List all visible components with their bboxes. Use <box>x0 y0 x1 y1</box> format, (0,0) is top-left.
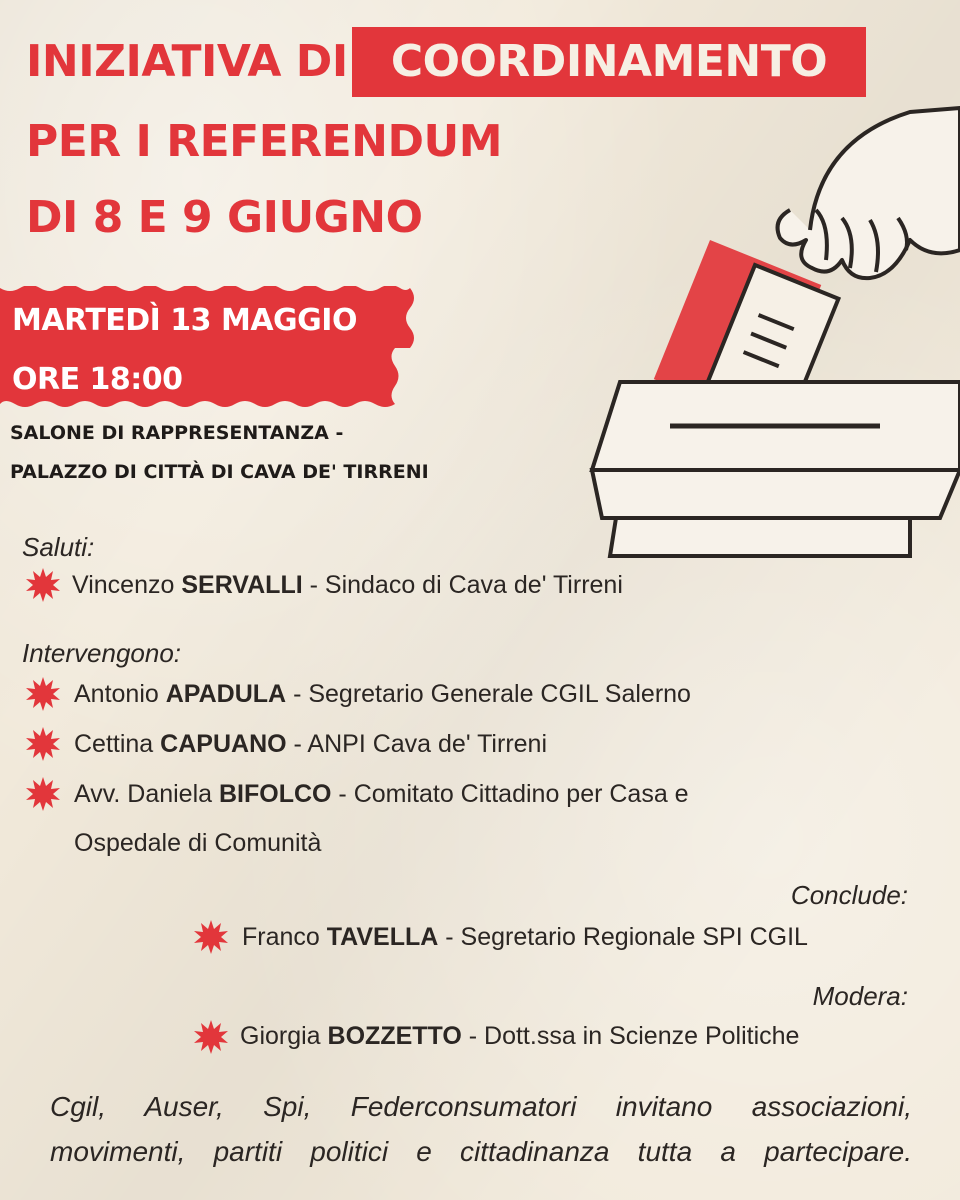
speaker-row <box>72 573 623 598</box>
speaker-first-name: Cettina <box>74 730 161 758</box>
section-intervengono-label: Intervengono: <box>22 638 182 668</box>
red-splat-star-icon <box>194 1020 228 1054</box>
footer-line-2: movimenti, partiti politici e cittadinanza tutta a partecipare. <box>50 1136 912 1167</box>
speaker-role: - Dott.ssa in Scienze Politiche <box>461 1022 800 1050</box>
speaker-last-name: APADULA <box>165 680 287 708</box>
title-highlight-box <box>352 27 866 97</box>
title-line-2: PER I REFERENDUM <box>26 116 503 167</box>
venue-line-2: PALAZZO DI CITTÀ DI CAVA DE' TIRRENI <box>10 461 429 483</box>
red-splat-star-icon <box>26 777 60 811</box>
speaker-role: - Segretario Regionale SPI CGIL <box>438 923 808 951</box>
section-conclude-label: Conclude: <box>790 880 908 910</box>
event-time: ORE 18:00 <box>12 362 183 397</box>
speaker-role: - ANPI Cava de' Tirreni <box>286 730 548 758</box>
speaker-first-name: Franco <box>242 923 327 951</box>
venue-line-1: SALONE DI RAPPRESENTANZA - <box>10 422 344 444</box>
speaker-last-name: BIFOLCO <box>218 780 332 808</box>
speaker-first-name: Vincenzo <box>72 571 182 599</box>
red-splat-star-icon <box>26 677 60 711</box>
speaker-role: - Segretario Generale CGIL Salerno <box>286 680 691 708</box>
speaker-last-name: SERVALLI <box>181 571 303 599</box>
red-splat-star-icon <box>26 568 60 602</box>
speaker-row <box>74 782 689 807</box>
speaker-row <box>74 682 691 707</box>
speaker-last-name: BOZZETTO <box>327 1022 462 1050</box>
speaker-first-name: Avv. Daniela <box>74 780 219 808</box>
section-saluti-label: Saluti: <box>22 532 95 562</box>
speaker-last-name: TAVELLA <box>326 923 439 951</box>
speaker-role: - Comitato Cittadino per Casa e <box>331 780 689 808</box>
title-highlight-text: COORDINAMENTO <box>390 36 828 87</box>
red-splat-star-icon <box>194 920 228 954</box>
speaker-first-name: Giorgia <box>240 1022 328 1050</box>
speaker-row <box>240 1024 799 1049</box>
speaker-first-name: Antonio <box>74 680 166 708</box>
speaker-last-name: CAPUANO <box>160 730 287 758</box>
ballot-box-hand-icon <box>580 100 960 560</box>
speaker-row <box>74 732 547 757</box>
event-date: MARTEDÌ 13 MAGGIO <box>12 303 357 338</box>
title-line-3: DI 8 E 9 GIUGNO <box>26 192 423 243</box>
section-modera-label: Modera: <box>812 981 908 1011</box>
speaker-role: - Sindaco di Cava de' Tirreni <box>302 571 623 599</box>
speaker-row <box>242 925 808 950</box>
footer-line-1: Cgil, Auser, Spi, Federconsumatori invitano associazioni, <box>50 1091 912 1122</box>
title-line-1: INIZIATIVA DI <box>26 36 348 87</box>
speaker-role-continued: Ospedale di Comunità <box>74 829 322 857</box>
red-splat-star-icon <box>26 727 60 761</box>
